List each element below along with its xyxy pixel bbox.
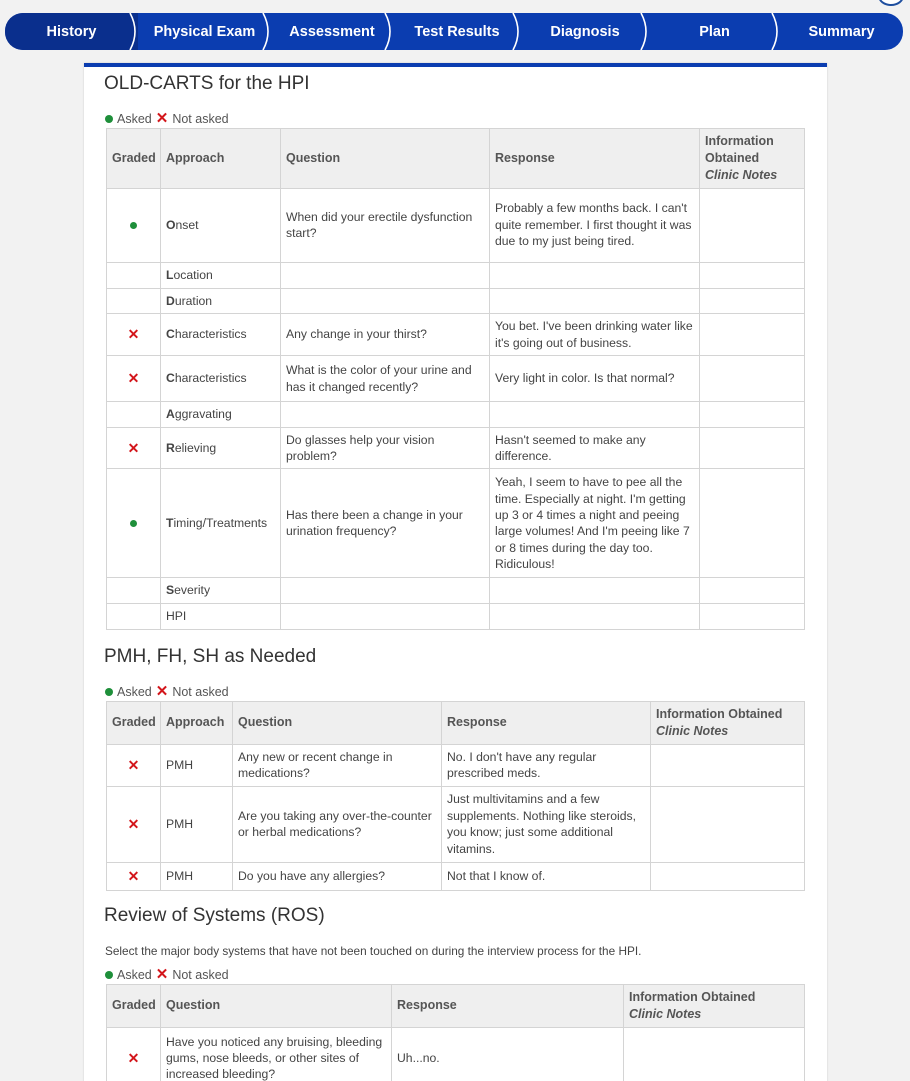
tab-summary[interactable] (780, 13, 903, 50)
not-asked-icon: ✕ (127, 1049, 140, 1066)
not-asked-icon: ✕ (155, 110, 169, 127)
legend-asked-label: Asked (117, 111, 152, 126)
graded-cell (107, 744, 161, 786)
approach-rest: haracteristics (174, 327, 247, 342)
approach-cell (161, 262, 281, 288)
section-title-oldcarts: OLD-CARTS for the HPI (104, 73, 310, 94)
approach-rest: elieving (174, 440, 217, 455)
not-asked-icon: ✕ (127, 326, 140, 343)
tab-history[interactable] (5, 13, 138, 50)
graded-cell (107, 1027, 161, 1081)
clinic-notes-cell[interactable] (700, 469, 805, 578)
response-cell: Hasn't seemed to make any difference. (490, 427, 700, 469)
legend-not-asked-label: Not asked (172, 684, 229, 699)
table-row (107, 786, 805, 862)
nav-tabs (5, 13, 903, 50)
approach-rest: uration (174, 293, 213, 308)
question-cell: Have you noticed any bruising, bleeding gums, nose bleeds, or other sites of increased bleeding? (161, 1027, 392, 1081)
content-card (84, 63, 827, 1081)
legend-asked-label: Asked (117, 967, 152, 982)
question-cell (281, 578, 490, 603)
clinic-notes-cell[interactable] (700, 356, 805, 402)
not-asked-icon: ✕ (127, 815, 140, 832)
question-cell (281, 402, 490, 427)
legend (105, 684, 229, 699)
section-title-ros: Review of Systems (ROS) (104, 905, 325, 926)
table-row (107, 427, 805, 469)
asked-icon (105, 115, 113, 123)
question-cell: Do you have any allergies? (233, 862, 442, 890)
clinic-notes-cell[interactable] (624, 1027, 805, 1081)
legend-not-asked-label: Not asked (172, 967, 229, 982)
response-cell: Probably a few months back. I can't quite remember. I first thought it was due to my just being tired. (490, 188, 700, 262)
approach-cell (161, 427, 281, 469)
not-asked-icon: ✕ (127, 756, 140, 773)
question-cell: Any change in your thirst? (281, 314, 490, 356)
graded-cell (107, 469, 161, 578)
approach-cell: PMH (161, 786, 233, 862)
response-cell: No. I don't have any regular prescribed meds. (442, 744, 651, 786)
response-cell (490, 288, 700, 313)
col-header-question: Question (233, 702, 442, 745)
clinic-notes-cell[interactable] (651, 786, 805, 862)
table-row (107, 744, 805, 786)
clinic-notes-label: Clinic Notes (705, 167, 778, 182)
approach-rest: ggravating (174, 407, 232, 422)
not-asked-icon: ✕ (155, 683, 169, 700)
question-cell: Do glasses help your vision problem? (281, 427, 490, 469)
clinic-notes-cell[interactable] (700, 188, 805, 262)
tab-label: Diagnosis (550, 23, 620, 40)
clinic-notes-cell[interactable] (700, 288, 805, 313)
question-cell (281, 288, 490, 313)
info-label: Information Obtained (629, 990, 756, 1004)
response-cell: Yeah, I seem to have to pee all the time. Especially at night. I'm getting up 3 or 4 times a night and peeing large volumes! And I'm peeing like 7 or 8 times during the day too. Ridiculous! (490, 469, 700, 578)
tab-label: Assessment (289, 23, 375, 40)
question-cell (281, 262, 490, 288)
tab-label: History (46, 23, 97, 40)
help-icon[interactable] (878, 0, 904, 6)
legend (105, 967, 229, 982)
oldcarts-table (106, 128, 805, 630)
pmh-table (106, 701, 805, 891)
col-header-response: Response (442, 702, 651, 745)
tab-diagnosis[interactable] (521, 13, 649, 50)
tab-label: Test Results (414, 23, 500, 40)
ros-table (106, 984, 805, 1081)
not-asked-icon: ✕ (127, 867, 140, 884)
table-row (107, 578, 805, 603)
approach-rest: iming/Treatments (173, 516, 268, 531)
not-asked-icon: ✕ (155, 966, 169, 983)
clinic-notes-cell[interactable] (700, 314, 805, 356)
table-row (107, 188, 805, 262)
graded-cell (107, 603, 161, 629)
approach-cell (161, 469, 281, 578)
col-header-approach: Approach (161, 129, 281, 189)
table-row (107, 262, 805, 288)
table-row (107, 469, 805, 578)
approach-cell (161, 188, 281, 262)
approach-rest: haracteristics (174, 371, 247, 386)
asked-icon (130, 520, 137, 527)
response-cell: Uh...no. (392, 1027, 624, 1081)
question-cell: What is the color of your urine and has it changed recently? (281, 356, 490, 402)
table-row (107, 402, 805, 427)
table-row (107, 862, 805, 890)
graded-cell (107, 402, 161, 427)
response-cell (490, 578, 700, 603)
clinic-notes-cell[interactable] (700, 402, 805, 427)
tab-label: Physical Exam (153, 23, 256, 40)
table-row (107, 288, 805, 313)
approach-cell (161, 288, 281, 313)
approach-initial: C (166, 327, 175, 342)
table-row (107, 314, 805, 356)
graded-cell (107, 427, 161, 469)
section-title-pmh: PMH, FH, SH as Needed (104, 646, 317, 667)
col-header-question: Question (281, 129, 490, 189)
response-cell (490, 402, 700, 427)
graded-cell (107, 188, 161, 262)
approach-rest: nset (175, 217, 199, 232)
tab-physical-exam[interactable] (138, 13, 271, 50)
graded-cell (107, 262, 161, 288)
col-header-approach: Approach (161, 702, 233, 745)
col-header-graded: Graded (107, 129, 161, 189)
question-cell: Has there been a change in your urination frequency? (281, 469, 490, 578)
col-header-info (624, 985, 805, 1028)
approach-cell (161, 314, 281, 356)
not-asked-icon: ✕ (127, 439, 140, 456)
tab-label: Plan (699, 23, 730, 40)
asked-icon (105, 688, 113, 696)
table-row (107, 603, 805, 629)
approach-cell (161, 603, 281, 629)
approach-initial: L (166, 267, 174, 282)
col-header-graded: Graded (107, 702, 161, 745)
info-label: Information Obtained (705, 134, 774, 165)
asked-icon (130, 222, 137, 229)
approach-initial: T (166, 516, 174, 531)
approach-initial: A (166, 407, 175, 422)
graded-cell (107, 314, 161, 356)
approach-cell (161, 578, 281, 603)
graded-cell (107, 862, 161, 890)
tab-label: Summary (808, 23, 875, 40)
response-cell (490, 262, 700, 288)
legend (105, 111, 229, 126)
graded-cell (107, 578, 161, 603)
clinic-notes-cell[interactable] (700, 262, 805, 288)
response-cell: Very light in color. Is that normal? (490, 356, 700, 402)
approach-initial: R (166, 440, 175, 455)
response-cell: Not that I know of. (442, 862, 651, 890)
question-cell: Are you taking any over-the-counter or herbal medications? (233, 786, 442, 862)
clinic-notes-cell[interactable] (700, 603, 805, 629)
response-cell: Just multivitamins and a few supplements. Nothing like steroids, you know; just some additional vitamins. (442, 786, 651, 862)
col-header-graded: Graded (107, 985, 161, 1028)
col-header-response: Response (392, 985, 624, 1028)
col-header-info (651, 702, 805, 745)
top-bar (0, 0, 910, 64)
approach-cell (161, 356, 281, 402)
response-cell (490, 603, 700, 629)
approach-rest: HPI (166, 609, 187, 624)
clinic-notes-cell[interactable] (651, 744, 805, 786)
tab-test-results[interactable] (393, 13, 521, 50)
question-cell (281, 603, 490, 629)
response-cell: You bet. I've been drinking water like it's going out of business. (490, 314, 700, 356)
ros-instruction: Select the major body systems that have not been touched on during the interview process for the HPI. (105, 944, 642, 958)
question-cell: Any new or recent change in medications? (233, 744, 442, 786)
approach-cell: PMH (161, 862, 233, 890)
col-header-response: Response (490, 129, 700, 189)
clinic-notes-cell[interactable] (700, 578, 805, 603)
clinic-notes-label: Clinic Notes (656, 723, 729, 738)
tab-plan[interactable] (649, 13, 780, 50)
graded-cell (107, 288, 161, 313)
info-label: Information Obtained (656, 707, 783, 721)
graded-cell (107, 356, 161, 402)
col-header-info (700, 129, 805, 189)
table-row (107, 1027, 805, 1081)
clinic-notes-label: Clinic Notes (629, 1006, 702, 1021)
approach-initial: S (166, 583, 175, 598)
asked-icon (105, 971, 113, 979)
question-cell: When did your erectile dysfunction start? (281, 188, 490, 262)
clinic-notes-cell[interactable] (700, 427, 805, 469)
approach-rest: ocation (173, 267, 213, 282)
legend-not-asked-label: Not asked (172, 111, 229, 126)
approach-initial: C (166, 371, 175, 386)
approach-rest: everity (174, 583, 211, 598)
approach-initial: D (166, 293, 175, 308)
approach-cell (161, 402, 281, 427)
not-asked-icon: ✕ (127, 370, 140, 387)
clinic-notes-cell[interactable] (651, 862, 805, 890)
tab-assessment[interactable] (271, 13, 393, 50)
graded-cell (107, 786, 161, 862)
col-header-question: Question (161, 985, 392, 1028)
approach-initial: O (166, 217, 176, 232)
approach-cell: PMH (161, 744, 233, 786)
table-row (107, 356, 805, 402)
legend-asked-label: Asked (117, 684, 152, 699)
